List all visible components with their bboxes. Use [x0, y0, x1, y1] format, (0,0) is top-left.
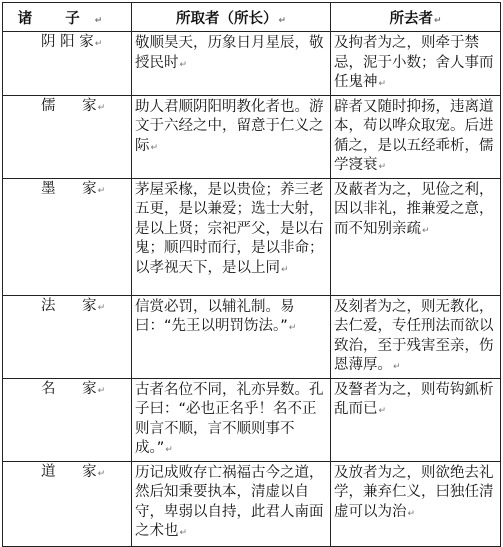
- paragraph-mark-icon: ↵: [422, 225, 430, 236]
- table-row: [3, 461, 501, 546]
- takes-text: 敬顺昊天，历象日月星辰，敬授民时: [135, 35, 324, 71]
- table-row: [3, 95, 501, 178]
- takes-cell: [132, 295, 331, 378]
- takes-text: 助人君顺阴阳明教化者也。游文于六经之中，留意于仁义之际: [135, 98, 324, 154]
- school-cell: [3, 178, 132, 295]
- paragraph-mark-icon: ↵: [288, 323, 297, 333]
- school-cell: [3, 95, 132, 178]
- philosophers-table: [2, 2, 501, 547]
- paragraph-mark-icon: ↵: [97, 385, 106, 396]
- table-row: [3, 378, 501, 461]
- rejects-text: 及刻者为之，则无教化，去仁爱，专任刑法而欲以致治，至于残害至亲，伤恩薄厚。: [334, 298, 494, 373]
- takes-cell: [132, 95, 331, 178]
- paragraph-mark-icon: ↵: [97, 302, 106, 313]
- school-name: 墨 家: [41, 180, 97, 197]
- paragraph-mark-icon: ↵: [278, 15, 287, 26]
- school-cell: [3, 32, 132, 96]
- rejects-text: 及謷者为之，则苟钩釽析乱而已: [334, 381, 494, 417]
- rejects-cell: [331, 95, 501, 178]
- takes-cell: [132, 32, 331, 96]
- paragraph-mark-icon: ↵: [165, 445, 173, 455]
- takes-cell: [132, 461, 331, 546]
- header-takes: [132, 3, 331, 32]
- rejects-text: 及拘者为之，则牵于禁忌，泥于小数；舍人事而任鬼神: [334, 35, 494, 90]
- takes-cell: [132, 378, 331, 461]
- rejects-cell: [331, 295, 501, 378]
- header-takes-label: 所取者（所长）: [175, 10, 278, 27]
- paragraph-mark-icon: ↵: [433, 15, 442, 26]
- paragraph-mark-icon: ↵: [94, 39, 103, 49]
- table-row: [3, 178, 501, 295]
- paragraph-mark-icon: ↵: [179, 528, 188, 538]
- paragraph-mark-icon: ↵: [378, 162, 387, 172]
- header-schools: [3, 3, 132, 32]
- takes-text: 历记成败存亡祸福古今之道，然后知秉要执本，清虚以自守，卑弱以自持，此君人南面之术也: [135, 464, 324, 539]
- rejects-cell: [331, 461, 501, 546]
- paragraph-mark-icon: ↵: [378, 406, 387, 416]
- takes-cell: [132, 178, 331, 295]
- header-rejects-label: 所去者: [389, 10, 433, 27]
- school-name: 名 家: [41, 380, 97, 397]
- rejects-text: 及放者为之，则欲绝去礼学，兼弃仁义，曰独任清虚可以为治: [334, 464, 494, 520]
- rejects-cell: [331, 178, 501, 295]
- school-name: 儒 家: [41, 97, 97, 114]
- rejects-cell: [331, 378, 501, 461]
- paragraph-mark-icon: ↵: [97, 102, 106, 113]
- paragraph-mark-icon: ↵: [97, 468, 106, 479]
- header-row: [3, 3, 501, 32]
- paragraph-mark-icon: ↵: [378, 79, 387, 89]
- takes-text: 古者名位不同，礼亦异数。孔子曰：“必也正名乎！名不正则言不顺，言不顺则事不成。”: [135, 381, 324, 456]
- takes-text: 茅屋采椽，是以贵俭；养三老五更，是以兼爱；选士大射，是以上贤；宗祀严父，是以右鬼；顺四时而行，是以非命；以孝视天下，是以上同: [135, 181, 324, 276]
- table-row: [3, 32, 501, 96]
- school-name: 道 家: [41, 463, 97, 480]
- paragraph-mark-icon: ↵: [393, 362, 401, 372]
- paragraph-mark-icon: ↵: [97, 185, 106, 196]
- paragraph-mark-icon: ↵: [179, 59, 188, 70]
- paragraph-mark-icon: ↵: [281, 264, 289, 275]
- school-cell: [3, 378, 132, 461]
- rejects-text: 及蔽者为之，见俭之利，因以非礼，推兼爱之意，而不知别亲疏: [334, 181, 494, 237]
- rejects-text: 辟者又随时抑扬，违离道本，苟以哗众取宠。后进循之，是以五经乖析，儒学寖衰: [334, 98, 494, 173]
- takes-text: 信赏必罚，以辅礼制。易曰：“先王以明罚饬法。”: [135, 298, 295, 334]
- school-cell: [3, 295, 132, 378]
- paragraph-mark-icon: ↵: [150, 142, 159, 153]
- school-cell: [3, 461, 132, 546]
- paragraph-mark-icon: ↵: [407, 508, 416, 519]
- school-name: 阴 阳 家: [41, 34, 94, 50]
- rejects-cell: [331, 32, 501, 96]
- paragraph-mark-icon: ↵: [94, 15, 117, 26]
- table-row: [3, 295, 501, 378]
- header-rejects: [331, 3, 501, 32]
- school-name: 法 家: [41, 297, 97, 314]
- header-schools-label: 诸 子: [17, 10, 94, 27]
